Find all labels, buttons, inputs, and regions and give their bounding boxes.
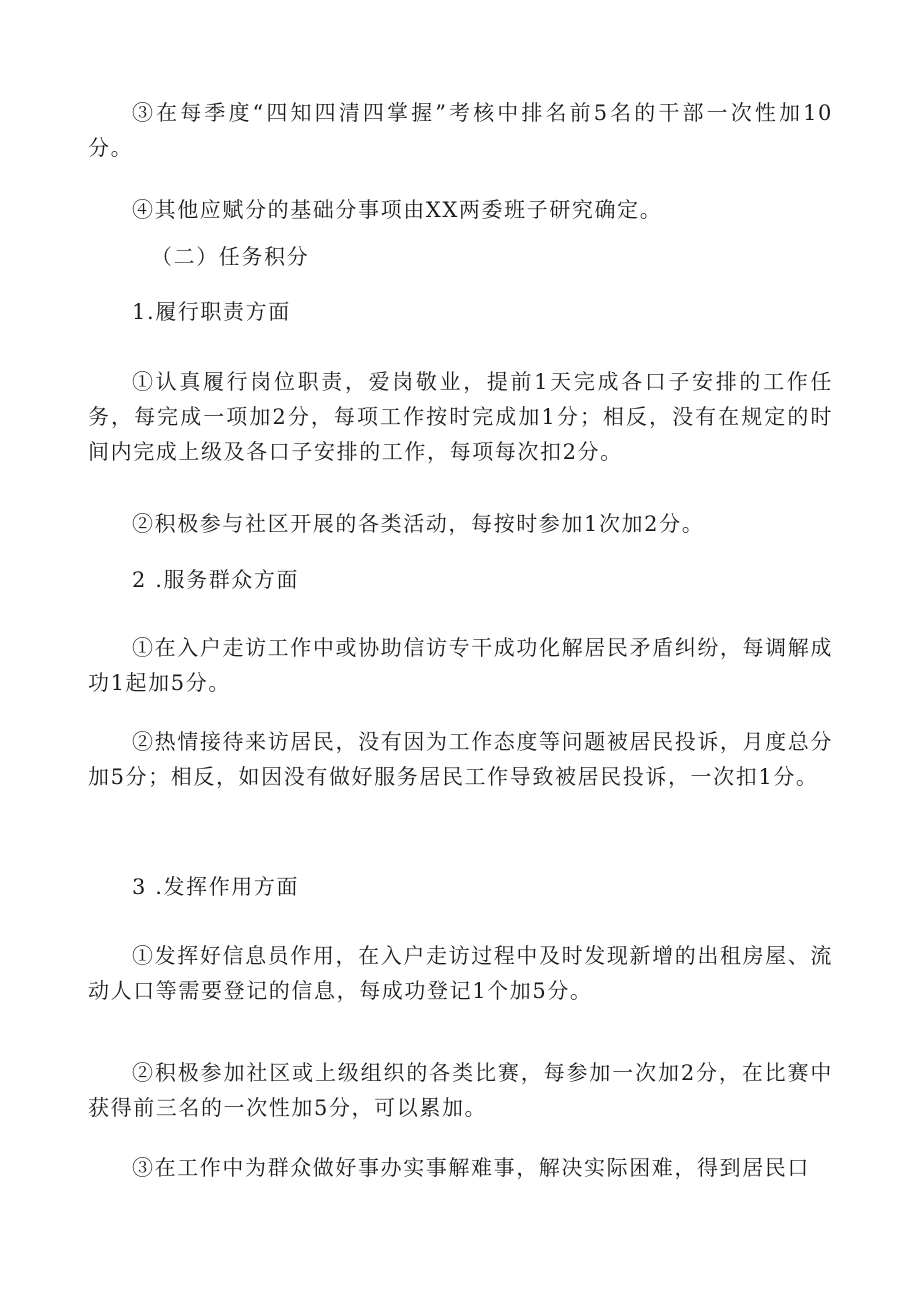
paragraph-p3: ①认真履行岗位职责，爱岗敬业，提前1天完成各口子安排的工作任务，每完成一项加2分，每项工作按时完成加1分；相反，没有在规定的时间内完成上级及各口子安排的工作，每项每次扣2分。: [88, 370, 833, 464]
paragraph-p5: ①在入户走访工作中或协助信访专干成功化解居民矛盾纠纷，每调解成功1起加5分。: [88, 636, 833, 695]
paragraph-p1: ③在每季度“四知四清四掌握”考核中排名前5名的干部一次性加10分。: [88, 101, 833, 160]
subheading-play-role: 3 .发挥作用方面: [132, 875, 300, 899]
paragraph-p9: ③在工作中为群众做好事办实事解难事，解决实际困难，得到居民口: [132, 1156, 810, 1180]
paragraph-p7: ①发挥好信息员作用，在入户走访过程中及时发现新增的出租房屋、流动人口等需要登记的信息，每成功登记1个加5分。: [88, 944, 833, 1003]
paragraph-p4: ②积极参与社区开展的各类活动，每按时参加1次加2分。: [132, 512, 705, 536]
paragraph-p6: ②热情接待来访居民，没有因为工作态度等问题被居民投诉，月度总分加5分；相反，如因没有做好服务居民工作导致被居民投诉，一次扣1分。: [88, 730, 833, 789]
paragraph-p2: ④其他应赋分的基础分事项由XX两委班子研究确定。: [132, 198, 663, 222]
subheading-duties: 1.履行职责方面: [132, 300, 291, 324]
section-heading-task-points: （二）任务积分: [151, 245, 310, 269]
paragraph-p8: ②积极参加社区或上级组织的各类比赛，每参加一次加2分，在比赛中获得前三名的一次性加5分，可以累加。: [88, 1061, 833, 1120]
subheading-serve-masses: 2 .服务群众方面: [132, 568, 300, 592]
